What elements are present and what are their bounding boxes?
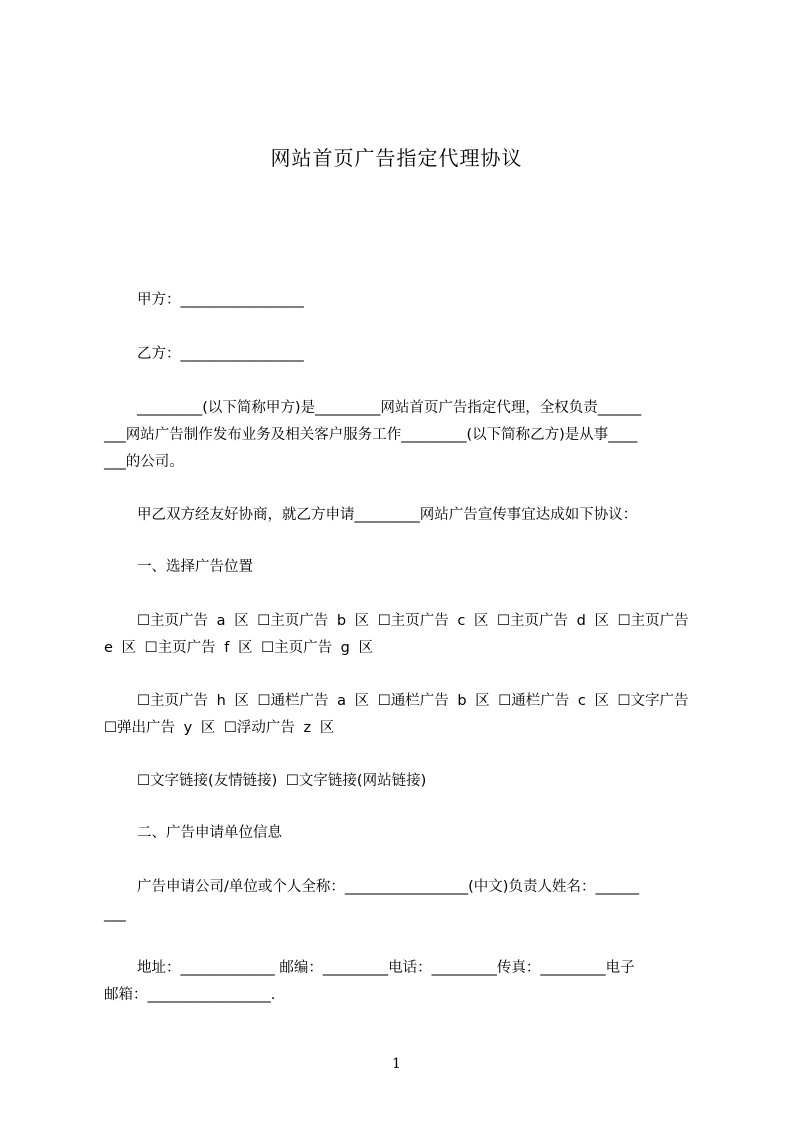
contact-fields: 地址：_____________ 邮编：_________电话：_________传真：_________电子: [137, 960, 635, 976]
ad-position-options: e 区 ☐主页广告 f 区 ☐主页广告 g 区: [104, 640, 373, 656]
ad-position-options: ☐弹出广告 y 区 ☐浮动广告 z 区: [104, 720, 335, 736]
party-a-field: 甲方：_________________: [137, 292, 304, 308]
section-heading: 一、选择广告位置: [137, 559, 253, 575]
ad-position-options: ☐主页广告 h 区 ☐通栏广告 a 区 ☐通栏广告 b 区 ☐通栏广告 c 区 ☐文字广告: [137, 693, 689, 709]
text-link-options: ☐文字链接(友情链接) ☐文字链接(网站链接): [137, 773, 427, 789]
applicant-field: 广告申请公司/单位或个人全称：_________________(中文)负责人姓名：______: [137, 879, 639, 895]
ad-position-options: ☐主页广告 a 区 ☐主页广告 b 区 ☐主页广告 c 区 ☐主页广告 d 区 ☐主页广告: [137, 613, 689, 629]
applicant-field: ___: [104, 906, 126, 922]
contact-fields: 邮箱：_________________.: [104, 987, 276, 1003]
section-heading: 二、广告申请单位信息: [137, 825, 282, 841]
intro-paragraph-line: ___网站广告制作发布业务及相关客户服务工作_________(以下简称乙方)是从事____: [104, 427, 638, 443]
intro-paragraph-line: ___的公司。: [104, 454, 184, 470]
document-title: 网站首页广告指定代理协议: [270, 146, 523, 170]
agreement-intro: 甲乙双方经友好协商，就乙方申请_________网站广告宣传事宜达成如下协议：: [137, 507, 638, 523]
intro-paragraph-line: _________(以下简称甲方)是_________网站首页广告指定代理，全权负责______: [137, 400, 642, 416]
party-b-field: 乙方：_________________: [137, 346, 304, 362]
page-number: 1: [392, 1056, 401, 1072]
